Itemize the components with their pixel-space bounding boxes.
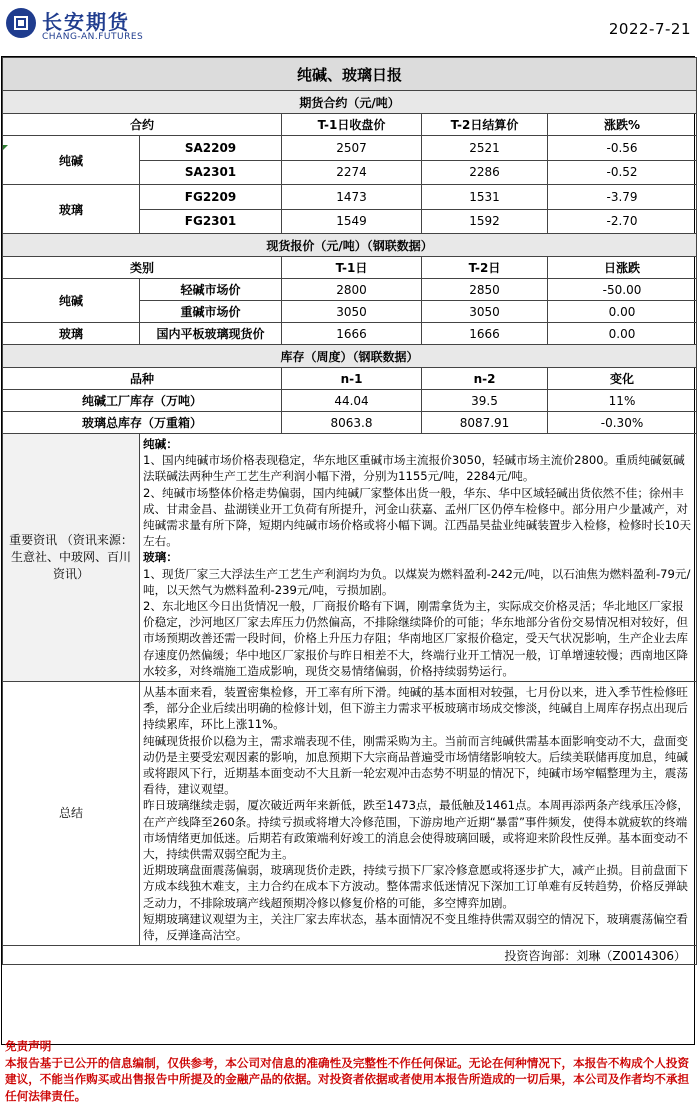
futures-change: -3.79: [548, 185, 697, 210]
summary-paragraph: 近期玻璃盘面震荡偏弱，玻璃现货价走跌，持续亏损下厂家冷修意愿或将逐步扩大，减产止损。目前盘面下方成本线独木难支，主力合约在成本下方波动。整体需求低迷情况下深加工订单难有反转趋势，价格反弹缺乏动力，不排除玻璃产线超预期冷修以修复价格的可能，多空博弈加剧。: [143, 862, 693, 911]
report-title: 纯碱、玻璃日报: [3, 58, 697, 91]
spot-t2: 2850: [422, 279, 548, 301]
futures-header-contract: 合约: [3, 114, 282, 136]
spot-change: 0.00: [548, 301, 697, 323]
futures-code: SA2209: [140, 136, 282, 161]
spot-header-t2: T-2日: [422, 257, 548, 279]
futures-close: 2274: [282, 160, 422, 185]
spot-change: 0.00: [548, 323, 697, 345]
cell-marker-icon: [3, 145, 8, 150]
futures-code: FG2209: [140, 185, 282, 210]
spot-header-category: 类别: [3, 257, 282, 279]
inventory-section-title: 库存（周度）（钢联数据）: [3, 345, 697, 368]
report-header: [0, 0, 697, 56]
inventory-header-change: 变化: [548, 368, 697, 390]
futures-settle: 1531: [422, 185, 548, 210]
summary-paragraph: 昨日玻璃继续走弱，厦次破近两年来新低，跌至1473点，最低触及1461点。本周再添两条产线承压冷修，在产产线降至260条。持续亏损或将增大冷修范围，下游房地产近期“暴雷”事件频发，使得本就疲软的终端市场情绪更加低迷。后期若有政策端利好竣工的消息会使得玻璃回暖，或将迎来阶段性反弹。基本面变动不大，持续供需双弱空配为主。: [143, 797, 693, 862]
disclaimer: [3, 1038, 695, 1104]
news-glass-heading: 玻璃：: [143, 549, 693, 565]
spot-item: 重碱市场价: [140, 301, 282, 323]
inventory-header-n2: n-2: [422, 368, 548, 390]
futures-header-close: T-1日收盘价: [282, 114, 422, 136]
report-table-frame: [1, 56, 695, 1045]
spot-header-change: 日涨跌: [548, 257, 697, 279]
futures-close: 1473: [282, 185, 422, 210]
futures-header-settle: T-2日结算价: [422, 114, 548, 136]
news-soda-paragraph: 1、国内纯碱市场价格表现稳定，华东地区重碱市场主流报价3050，轻碱市场主流价2800。重质纯碱氨碱法联碱法两种生产工艺生产利润小幅下滑，分别为1155元/吨，2284元/吨。: [143, 452, 693, 484]
inventory-n1: 44.04: [282, 390, 422, 412]
futures-change: -2.70: [548, 209, 697, 234]
inventory-n2: 8087.91: [422, 412, 548, 434]
inventory-item: 纯碱工厂库存（万吨）: [3, 390, 282, 412]
company-logo: [6, 8, 36, 38]
disclaimer-body: 本报告基于已公开的信息编制，仅供参考，本公司对信息的准确性及完整性不作任何保证。无论在何种情况下，本报告不构成个人投资建议，不能当作购买或出售报告中所提及的金融产品的依据。对投资者依据或者使用本报告所造成的一切后果，本公司及作者均不承担任何法律责任。: [5, 1055, 693, 1104]
futures-change: -0.56: [548, 136, 697, 161]
summary-label: 总结: [3, 682, 140, 946]
spot-item: 国内平板玻璃现货价: [140, 323, 282, 345]
summary-content: [140, 682, 697, 946]
inventory-change: 11%: [548, 390, 697, 412]
spot-group-soda: 纯碱: [3, 279, 140, 323]
futures-settle: 1592: [422, 209, 548, 234]
futures-code: FG2301: [140, 209, 282, 234]
brand-name-en: CHANG-AN.FUTURES: [42, 32, 143, 42]
futures-group-glass: 玻璃: [3, 185, 140, 234]
spot-group-glass: 玻璃: [3, 323, 140, 345]
inventory-header-n1: n-1: [282, 368, 422, 390]
spot-item: 轻碱市场价: [140, 279, 282, 301]
news-content: [140, 434, 697, 682]
spot-t2: 3050: [422, 301, 548, 323]
spot-change: -50.00: [548, 279, 697, 301]
inventory-header-item: 品种: [3, 368, 282, 390]
inventory-n1: 8063.8: [282, 412, 422, 434]
spot-header-t1: T-1日: [282, 257, 422, 279]
inventory-item: 玻璃总库存（万重箱）: [3, 412, 282, 434]
futures-close: 2507: [282, 136, 422, 161]
news-soda-heading: 纯碱：: [143, 436, 693, 452]
inventory-n2: 39.5: [422, 390, 548, 412]
futures-header-change: 涨跌%: [548, 114, 697, 136]
report-date: 2022-7-21: [609, 20, 691, 38]
report-table: [2, 57, 697, 965]
futures-group-soda: 纯碱: [3, 136, 140, 185]
futures-close: 1549: [282, 209, 422, 234]
spot-t1: 3050: [282, 301, 422, 323]
disclaimer-heading: 免责声明: [5, 1038, 693, 1055]
news-label: 重要资讯 （资讯来源：生意社、中玻网、百川资讯）: [3, 434, 140, 682]
summary-paragraph: 从基本面来看，装置密集检修，开工率有所下滑。纯碱的基本面相对较强，七月份以来，进入季节性检修旺季，部分企业后续出明确的检修计划，但下游主力需求平板玻璃市场成交惨淡，纯碱自上周库存拐点出现后持续累库，环比上涨11%。: [143, 684, 693, 733]
summary-paragraph: 纯碱现货报价以稳为主，需求端表现不佳，刚需采购为主。当前而言纯碱供需基本面影响变动不大，盘面变动仍是主要受宏观因素的影响，加息预期下大宗商品普遍受市场情绪影响较大。后续美联储再度加息，纯碱或将跟风下行，近期基本面变动不大且新一轮宏观冲击态势不明显的情况下，纯碱市场窄幅整理为主，震荡看待，建议观望。: [143, 733, 693, 798]
news-glass-paragraph: 2、东北地区今日出货情况一般，厂商报价略有下调，刚需拿货为主，实际成交价格灵活；华北地区厂家报价稳定，沙河地区厂家去库压力仍然偏高，不排除继续降价的可能；华东地部分省份交易情况相对较好，但市场预期改善还需一段时间，价格上升压力存阻；华南地区厂家报价稳定，受天气状况影响，生产企业去库存速度仍然偏缓；华中地区厂家报价与昨日相差不大，终端行业开工情况一般，订单增速较慢；西南地区降水较多，对终端施工造成影响，现货交易情绪偏弱，价格持续弱势运行。: [143, 598, 693, 679]
futures-code: SA2301: [140, 160, 282, 185]
futures-settle: 2286: [422, 160, 548, 185]
advisor-credit: 投资咨询部：刘琳（Z0014306）: [3, 946, 697, 965]
futures-change: -0.52: [548, 160, 697, 185]
news-glass-paragraph: 1、现货厂家三大浮法生产工艺生产利润均为负。以煤炭为燃料盈利-242元/吨，以石油焦为燃料盈利-79元/吨，以天然气为燃料盈利-239元/吨，亏损加剧。: [143, 566, 693, 598]
spot-t1: 1666: [282, 323, 422, 345]
brand-name-cn: 长安期货: [42, 6, 130, 35]
spot-t1: 2800: [282, 279, 422, 301]
spot-t2: 1666: [422, 323, 548, 345]
inventory-change: -0.30%: [548, 412, 697, 434]
summary-paragraph: 短期玻璃建议观望为主，关注厂家去库状态，基本面情况不变且维持供需双弱空的情况下，玻璃震荡偏空看待，反弹逢高沽空。: [143, 911, 693, 943]
news-soda-paragraph: 2、纯碱市场整体价格走势偏弱，国内纯碱厂家整体出货一般，华东、华中区域轻碱出货依然不佳；徐州丰成、甘肃金昌、盐湖镁业开工负荷有所提升，河金山获嘉、孟州厂区仍停车检修中。部分用户少量减产，对纯碱需求量有所下降，短期内纯碱市场价格或将小幅下调。江西晶昊盐业纯碱装置步入检修，检修时长10天左右。: [143, 485, 693, 550]
futures-section-title: 期货合约（元/吨）: [3, 91, 697, 114]
spot-section-title: 现货报价（元/吨）（钢联数据）: [3, 234, 697, 257]
futures-settle: 2521: [422, 136, 548, 161]
